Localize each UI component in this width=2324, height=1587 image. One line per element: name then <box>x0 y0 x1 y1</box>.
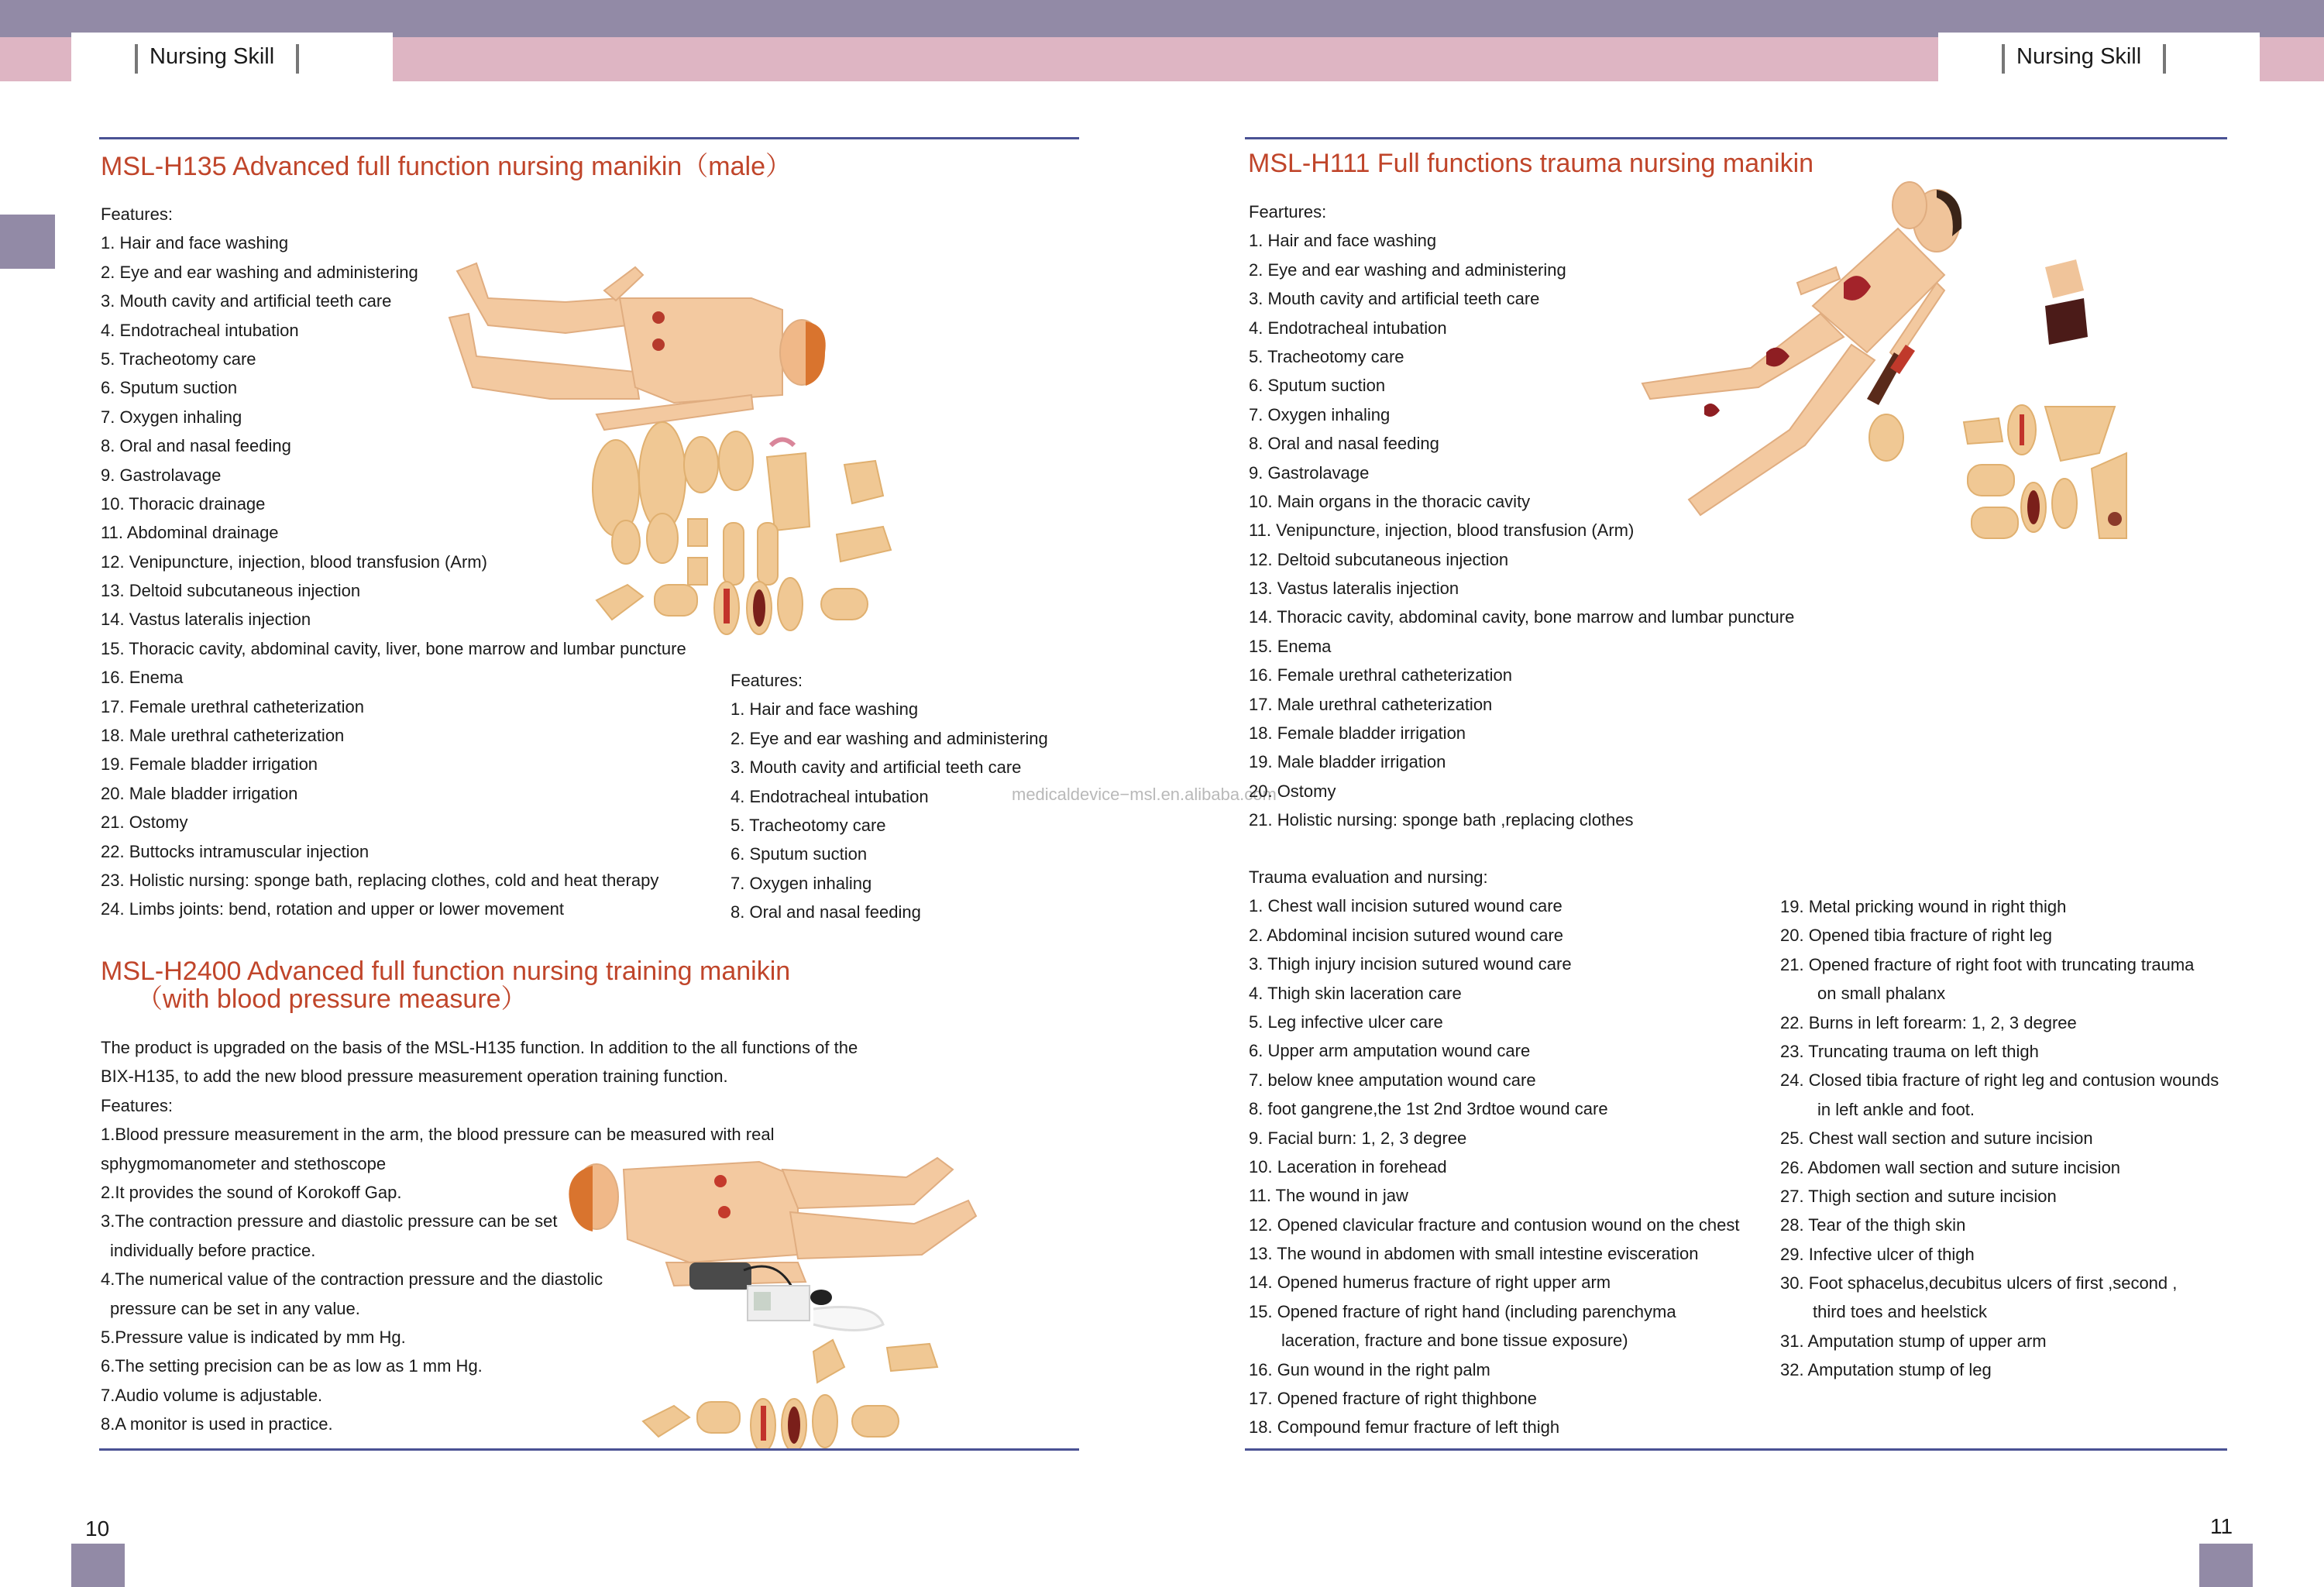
feature-item: 4. Endotracheal intubation <box>101 320 299 340</box>
feature-item: 7. Oxygen inhaling <box>731 873 872 893</box>
h111-title: MSL-H111 Full functions trauma nursing manikin <box>1248 149 1814 178</box>
trauma-item: 7. below knee amputation wound care <box>1249 1070 1536 1090</box>
watermark: medicaldevice−msl.en.alibaba.com <box>1012 785 1277 804</box>
h2400-title-line2: （with blood pressure measure） <box>136 984 528 1014</box>
features-label: Features: <box>731 671 803 690</box>
feature-item: 9. Gastrolavage <box>101 465 222 485</box>
trauma-col2-list <box>1780 892 2219 1385</box>
intro-line: BIX-H135, to add the new blood pressure measurement operation training function. <box>101 1067 728 1087</box>
manikin-bp-illustration <box>566 1146 1123 1448</box>
manikin-illustration <box>442 256 1108 635</box>
trauma-label: Trauma evaluation and nursing: <box>1249 867 1488 887</box>
trauma-item: 9. Facial burn: 1, 2, 3 degree <box>1249 1128 1467 1148</box>
left-section-tab <box>71 33 393 81</box>
feature-item: 4.The numerical value of the contraction pressure and the diastolic <box>101 1269 603 1290</box>
feature-item: 4. Endotracheal intubation <box>731 786 929 806</box>
feature-item: 7. Oxygen inhaling <box>1249 404 1391 424</box>
feature-item: 20. Ostomy <box>1249 781 1336 801</box>
left-section-label: Nursing Skill <box>150 44 275 69</box>
feature-item: 2. Eye and ear washing and administering <box>101 262 418 282</box>
feature-item: 1.Blood pressure measurement in the arm, the blood pressure can be measured with real <box>101 1125 775 1145</box>
feature-item: 15. Enema <box>1249 636 1332 656</box>
feature-item: 15. Thoracic cavity, abdominal cavity, liver, bone marrow and lumbar puncture <box>101 638 686 658</box>
trauma-item: 6. Upper arm amputation wound care <box>1249 1041 1531 1061</box>
feature-item: 13. Vastus lateralis injection <box>1249 579 1459 599</box>
features-label: Features: <box>101 1095 173 1115</box>
h2400-title-line1: MSL-H2400 Advanced full function nursing training manikin <box>101 957 791 986</box>
trauma-item: 16. Gun wound in the right palm <box>1249 1359 1490 1379</box>
feature-item: 10. Main organs in the thoracic cavity <box>1249 491 1531 511</box>
bottom-rule-left <box>99 1448 1079 1451</box>
trauma-item: 17. Opened fracture of right thighbone <box>1249 1389 1537 1409</box>
feature-item: 19. Female bladder irrigation <box>101 754 318 775</box>
feature-item: 21. Holistic nursing: sponge bath ,replacing clothes <box>1249 810 1634 830</box>
trauma-item: 11. The wound in jaw <box>1249 1186 1408 1206</box>
top-rule-right <box>1245 137 2227 139</box>
h2400-manikin-image <box>566 1146 1123 1448</box>
trauma-item-continuation: third toes and heelstick <box>1813 1302 1988 1322</box>
trauma-item: 10. Laceration in forehead <box>1249 1156 1447 1177</box>
feature-item: 1. Hair and face washing <box>101 233 289 253</box>
trauma-item: 31. Amputation stump of upper arm <box>1780 1331 2047 1351</box>
feature-item: 6. Sputum suction <box>101 378 238 398</box>
feature-item: 9. Gastrolavage <box>1249 462 1370 483</box>
feature-item: 1. Hair and face washing <box>1249 231 1437 251</box>
feature-item-continuation: pressure can be set in any value. <box>110 1298 360 1318</box>
tab-divider <box>2163 44 2166 74</box>
feature-item: 16. Enema <box>101 668 184 688</box>
feature-item: 21. Ostomy <box>101 812 188 833</box>
trauma-col1-list <box>1249 863 1740 1442</box>
feature-item: 17. Male urethral catheterization <box>1249 694 1493 714</box>
feature-item: 2.It provides the sound of Korokoff Gap. <box>101 1182 402 1202</box>
feature-item: 8. Oral and nasal feeding <box>1249 434 1439 454</box>
tab-divider <box>135 44 138 74</box>
trauma-item: 13. The wound in abdomen with small intestine evisceration <box>1249 1244 1699 1264</box>
feature-item: 18. Male urethral catheterization <box>101 726 345 746</box>
trauma-item: 21. Opened fracture of right foot with truncating trauma <box>1780 954 2195 974</box>
feature-item: 18. Female bladder irrigation <box>1249 723 1466 744</box>
trauma-item: 23. Truncating trauma on left thigh <box>1780 1041 2039 1061</box>
feature-item: 4. Endotracheal intubation <box>1249 318 1447 338</box>
feature-item: 16. Female urethral catheterization <box>1249 665 1512 685</box>
trauma-item-continuation: on small phalanx <box>1817 984 1946 1004</box>
feature-item: 5.Pressure value is indicated by mm Hg. <box>101 1327 406 1347</box>
trauma-item: 25. Chest wall section and suture incision <box>1780 1128 2093 1149</box>
features-label: Feartures: <box>1249 202 1327 222</box>
feature-item: 24. Limbs joints: bend, rotation and upper or lower movement <box>101 899 564 919</box>
feature-item: 13. Deltoid subcutaneous injection <box>101 581 361 601</box>
trauma-item: 22. Burns in left forearm: 1, 2, 3 degree <box>1780 1012 2077 1032</box>
trauma-item: 3. Thigh injury incision sutured wound care <box>1249 954 1572 974</box>
intro-line: The product is upgraded on the basis of the MSL-H135 function. In addition to the all functions of the <box>101 1038 858 1057</box>
trauma-item: 28. Tear of the thigh skin <box>1780 1215 1966 1235</box>
feature-item: 23. Holistic nursing: sponge bath, replacing clothes, cold and heat therapy <box>101 870 659 890</box>
feature-item: 6. Sputum suction <box>1249 376 1386 396</box>
trauma-item: 4. Thigh skin laceration care <box>1249 983 1462 1003</box>
feature-item: 8. Oral and nasal feeding <box>101 436 291 456</box>
top-rule-left <box>99 137 1079 139</box>
feature-item: 1. Hair and face washing <box>731 699 919 720</box>
features-label: Features: <box>101 204 173 224</box>
trauma-item: 29. Infective ulcer of thigh <box>1780 1244 1975 1264</box>
h135-title: MSL-H135 Advanced full function nursing manikin（male） <box>101 152 792 181</box>
page-number-left: 10 <box>85 1517 110 1541</box>
header-band-top <box>0 0 2324 37</box>
feature-item: 8. Oral and nasal feeding <box>731 902 921 922</box>
feature-item: 6. Sputum suction <box>731 844 868 864</box>
page-marker-right <box>2199 1544 2253 1587</box>
tab-divider <box>296 44 299 74</box>
feature-item: 20. Male bladder irrigation <box>101 783 298 803</box>
h135-manikin-image <box>442 256 1108 635</box>
feature-item: 6.The setting precision can be as low as 1 mm Hg. <box>101 1356 483 1376</box>
trauma-item-continuation: laceration, fracture and bone tissue exposure) <box>1281 1331 1628 1351</box>
feature-item: 7.Audio volume is adjustable. <box>101 1385 323 1405</box>
feature-item: sphygmomanometer and stethoscope <box>101 1153 387 1173</box>
trauma-item: 24. Closed tibia fracture of right leg and contusion wounds <box>1780 1070 2219 1091</box>
trauma-item: 2. Abdominal incision sutured wound care <box>1249 925 1564 945</box>
feature-item: 2. Eye and ear washing and administering <box>1249 259 1566 280</box>
feature-item: 12. Venipuncture, injection, blood transfusion (Arm) <box>101 551 487 572</box>
trauma-item: 1. Chest wall incision sutured wound care <box>1249 896 1563 916</box>
trauma-item: 8. foot gangrene,the 1st 2nd 3rdtoe wound care <box>1249 1099 1608 1119</box>
h111-manikin-image <box>1611 174 2200 577</box>
trauma-item: 30. Foot sphacelus,decubitus ulcers of first ,second , <box>1780 1273 2178 1293</box>
trauma-item: 14. Opened humerus fracture of right upper arm <box>1249 1273 1611 1293</box>
feature-item: 14. Thoracic cavity, abdominal cavity, bone marrow and lumbar puncture <box>1249 607 1795 627</box>
trauma-manikin-illustration <box>1611 174 2200 577</box>
feature-item: 3.The contraction pressure and diastolic pressure can be set <box>101 1211 558 1231</box>
page-number-right: 11 <box>2210 1514 2233 1538</box>
feature-item: 2. Eye and ear washing and administering <box>731 728 1048 748</box>
trauma-item: 27. Thigh section and suture incision <box>1780 1186 2057 1206</box>
feature-item: 5. Tracheotomy care <box>1249 346 1404 366</box>
bottom-rule-right <box>1245 1448 2227 1451</box>
trauma-item: 12. Opened clavicular fracture and contusion wound on the chest <box>1249 1214 1740 1235</box>
tab-divider <box>2002 44 2005 74</box>
feature-item: 11. Abdominal drainage <box>101 523 279 543</box>
feature-item: 5. Tracheotomy care <box>101 349 256 369</box>
trauma-item: 20. Opened tibia fracture of right leg <box>1780 926 2052 946</box>
feature-item: 19. Male bladder irrigation <box>1249 752 1446 772</box>
feature-item: 10. Thoracic drainage <box>101 493 266 514</box>
feature-item: 14. Vastus lateralis injection <box>101 610 311 630</box>
feature-item: 11. Venipuncture, injection, blood transfusion (Arm) <box>1249 520 1635 541</box>
right-section-label: Nursing Skill <box>2016 44 2142 69</box>
trauma-item: 5. Leg infective ulcer care <box>1249 1012 1443 1032</box>
trauma-item: 26. Abdomen wall section and suture incision <box>1780 1157 2121 1177</box>
feature-item: 5. Tracheotomy care <box>731 815 886 835</box>
feature-item: 12. Deltoid subcutaneous injection <box>1249 549 1509 569</box>
trauma-item-continuation: in left ankle and foot. <box>1817 1099 1975 1119</box>
feature-item: 3. Mouth cavity and artificial teeth care <box>1249 289 1540 309</box>
trauma-item: 18. Compound femur fracture of left thigh <box>1249 1417 1560 1438</box>
feature-item-continuation: individually before practice. <box>110 1240 316 1260</box>
feature-item: 8.A monitor is used in practice. <box>101 1414 333 1434</box>
trauma-item: 19. Metal pricking wound in right thigh <box>1780 897 2067 916</box>
right-section-tab <box>1938 33 2260 81</box>
trauma-item: 32. Amputation stump of leg <box>1780 1360 1992 1380</box>
feature-item: 7. Oxygen inhaling <box>101 407 242 427</box>
page-marker-left <box>71 1544 125 1587</box>
feature-item: 3. Mouth cavity and artificial teeth care <box>731 757 1022 778</box>
side-tab-marker <box>0 215 55 269</box>
h135-secondary-features-list <box>731 666 1048 927</box>
trauma-item: 15. Opened fracture of right hand (including parenchyma <box>1249 1301 1676 1321</box>
feature-item: 22. Buttocks intramuscular injection <box>101 841 370 861</box>
feature-item: 17. Female urethral catheterization <box>101 696 364 716</box>
feature-item: 3. Mouth cavity and artificial teeth care <box>101 291 392 311</box>
